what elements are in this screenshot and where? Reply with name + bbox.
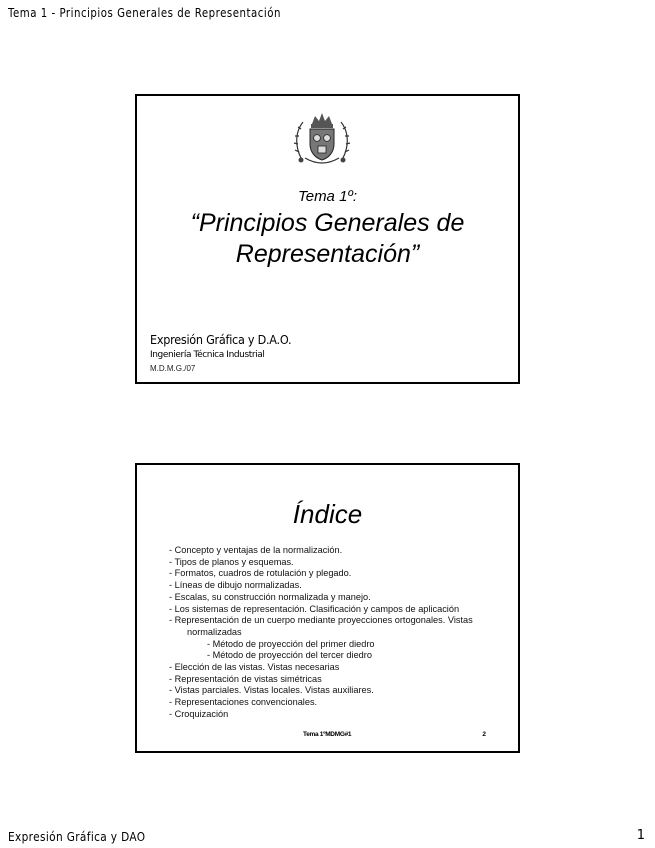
document-code: M.D.M.G./07 (150, 364, 196, 373)
index-title: Índice (292, 499, 363, 529)
index-item-continuation: normalizadas (187, 626, 242, 637)
index-slide (135, 463, 520, 753)
slide-title-line-1: “Principios Generales de (190, 209, 465, 237)
slide-subtitle: Tema 1º: (297, 188, 358, 205)
degree-name: Ingeniería Técnica Industrial (150, 350, 265, 360)
index-item: - Representación de vistas simétricas (169, 673, 322, 684)
index-item: - Croquización (169, 708, 229, 719)
university-emblem-icon (293, 108, 351, 170)
title-slide (135, 94, 520, 384)
slide-footer: Tema 1ºMDMG#1 (303, 731, 352, 738)
index-item: - Elección de las vistas. Vistas necesarias (169, 662, 340, 673)
index-subitem: - Método de proyección del primer diedro (207, 638, 375, 649)
slide-page-number: 2 (482, 731, 486, 738)
index-subitem: - Método de proyección del tercer diedro (207, 650, 372, 661)
index-item: - Formatos, cuadros de rotulación y plegado. (169, 568, 352, 579)
course-name: Expresión Gráfica y D.A.O. (150, 332, 292, 347)
page-footer-course: Expresión Gráfica y DAO (8, 830, 146, 844)
slide-title (137, 208, 518, 270)
index-item: - Vistas parciales. Vistas locales. Vistas auxiliares. (169, 685, 374, 696)
index-item: - Los sistemas de representación. Clasificación y campos de aplicación (169, 603, 460, 614)
page-header: Tema 1 - Principios Generales de Representación (8, 6, 281, 20)
index-list (169, 545, 473, 721)
index-item: - Líneas de dibujo normalizadas. (169, 580, 302, 591)
index-item: - Tipos de planos y esquemas. (169, 556, 294, 567)
slide-title-line-2: Representación” (235, 240, 420, 268)
index-item: - Escalas, su construcción normalizada y manejo. (169, 591, 371, 602)
index-item: - Concepto y ventajas de la normalización. (169, 545, 343, 555)
index-item: - Representación de un cuerpo mediante proyecciones ortogonales. Vistas (169, 615, 473, 626)
index-item: - Representaciones convencionales. (169, 697, 318, 708)
page-number: 1 (636, 828, 645, 843)
